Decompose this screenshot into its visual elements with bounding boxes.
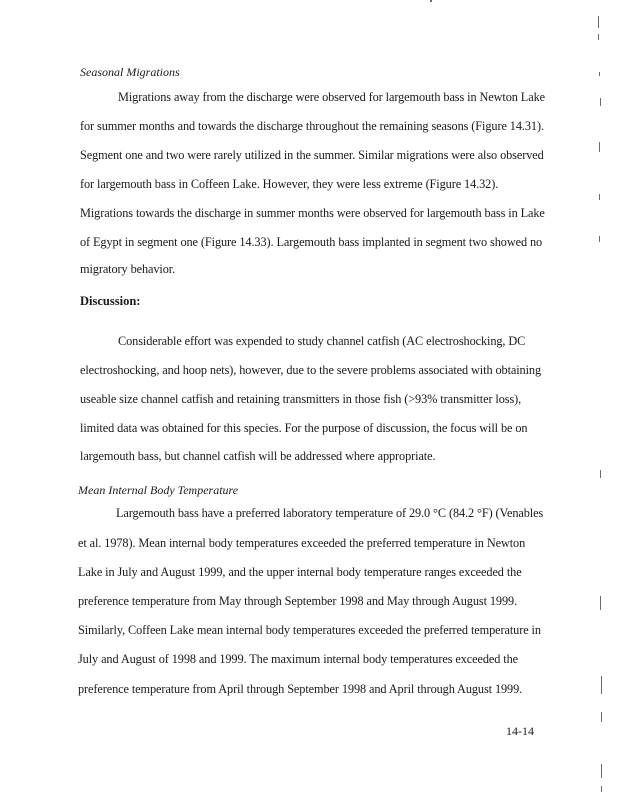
paragraph-line: Segment one and two were rarely utilized in the summer. Similar migrations were also observed	[80, 148, 544, 162]
scan-artifact	[601, 764, 602, 778]
paragraph-line: limited data was obtained for this species. For the purpose of discussion, the focus will be on	[80, 421, 528, 435]
scan-artifact	[600, 98, 601, 106]
paragraph-line: preference temperature from May through September 1998 and May through August 1999.	[78, 594, 518, 608]
scan-artifact	[599, 236, 600, 242]
paragraph-line: largemouth bass, but channel catfish will be addressed where appropriate.	[80, 449, 436, 463]
scan-artifact	[601, 676, 602, 694]
scan-artifact	[599, 194, 600, 200]
scan-artifact	[430, 0, 432, 2]
scan-artifact	[599, 72, 600, 76]
paragraph-line: Considerable effort was expended to study channel catfish (AC electroshocking, DC	[118, 334, 526, 348]
section-heading-mean-internal-body-temperature: Mean Internal Body Temperature	[78, 483, 239, 497]
section-heading-seasonal-migrations: Seasonal Migrations	[80, 65, 180, 79]
paragraph-line: electroshocking, and hoop nets), however, due to the severe problems associated with obtaining	[80, 363, 542, 377]
paragraph-line: Largemouth bass have a preferred laboratory temperature of 29.0 °C (84.2 °F) (Venables	[116, 506, 544, 520]
scan-artifact	[598, 34, 599, 40]
scan-artifact	[599, 142, 600, 152]
paragraph-line: of Egypt in segment one (Figure 14.33). Largemouth bass implanted in segment two showed no	[80, 235, 543, 249]
paragraph-line: preference temperature from April through September 1998 and April through August 1999.	[78, 682, 523, 696]
scan-artifact	[600, 596, 601, 610]
paragraph-line: useable size channel catfish and retaining transmitters in those fish (>93% transmitter loss),	[80, 392, 522, 406]
scan-artifact	[601, 786, 602, 792]
paragraph-line: Migrations away from the discharge were observed for largemouth bass in Newton Lake	[118, 90, 545, 104]
scan-artifact	[598, 16, 599, 28]
paragraph-line: Lake in July and August 1999, and the upper internal body temperature ranges exceeded the	[78, 565, 522, 579]
paragraph-line: Migrations towards the discharge in summer months were observed for largemouth bass in Lake	[80, 206, 545, 220]
section-heading-discussion: Discussion:	[80, 294, 141, 308]
scan-artifact	[600, 470, 601, 478]
paragraph-line: Similarly, Coffeen Lake mean internal body temperatures exceeded the preferred temperature in	[78, 623, 541, 637]
paragraph-line: July and August of 1998 and 1999. The maximum internal body temperatures exceeded the	[78, 652, 519, 666]
paragraph-line: et al. 1978). Mean internal body temperatures exceeded the preferred temperature in Newton	[78, 536, 526, 550]
page-number: 14-14	[506, 724, 534, 738]
paragraph-line: for summer months and towards the discharge throughout the remaining seasons (Figure 14.31).	[80, 119, 544, 133]
paragraph-line: for largemouth bass in Coffeen Lake. However, they were less extreme (Figure 14.32).	[80, 177, 499, 191]
paragraph-line: migratory behavior.	[80, 262, 176, 276]
scan-artifact	[601, 712, 602, 722]
